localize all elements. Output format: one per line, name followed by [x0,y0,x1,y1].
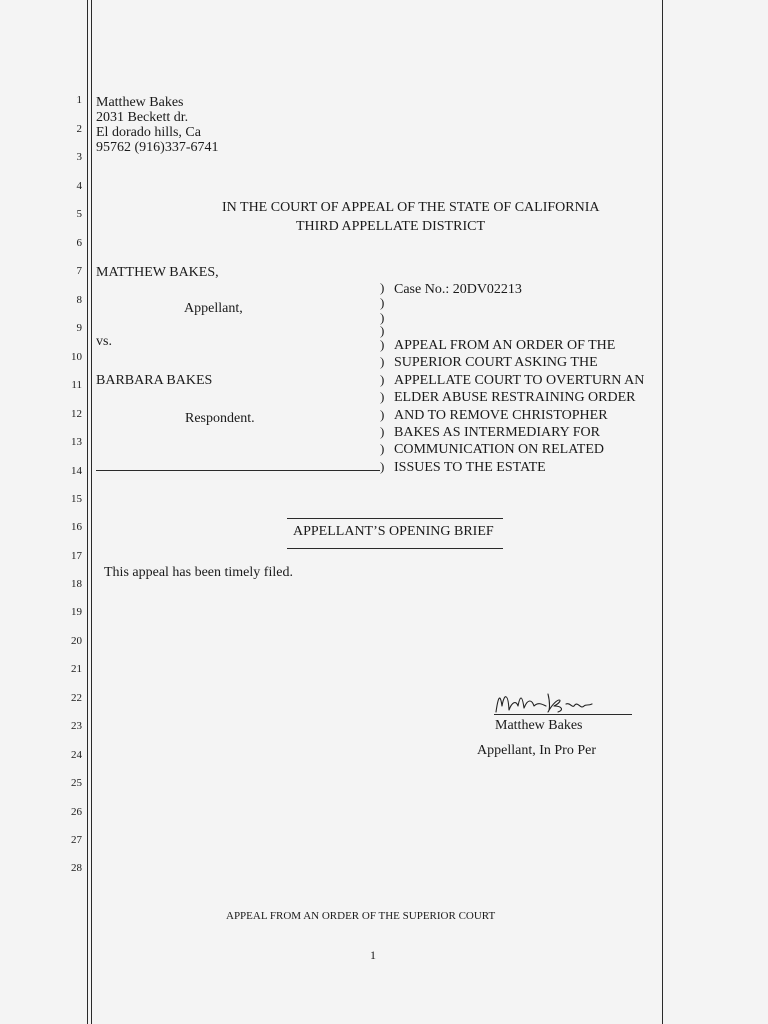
signature-line [494,714,632,715]
brief-title-rule-top [287,518,503,519]
line-number: 26 [71,806,82,818]
line-number: 28 [71,862,82,874]
signer-name: Matthew Bakes [495,718,583,733]
line-number: 12 [71,408,82,420]
line-number: 24 [71,749,82,761]
right-margin-rule [662,0,663,1024]
line-number: 18 [71,578,82,590]
attorney-city: El dorado hills, Ca [96,125,201,140]
line-number: 6 [76,237,82,249]
caption-paren: ) [380,424,385,439]
attorney-name: Matthew Bakes [96,95,184,110]
attorney-zip-phone: 95762 (916)337-6741 [96,140,219,155]
caption-paren: ) [380,407,385,422]
line-number: 13 [71,436,82,448]
caption-paren: ) [380,372,385,387]
line-number: 19 [71,606,82,618]
line-number: 14 [71,465,82,477]
case-title-line: ELDER ABUSE RESTRAINING ORDER [394,390,636,406]
caption-paren: ) [380,280,385,295]
line-number: 1 [76,94,82,106]
signer-role: Appellant, In Pro Per [477,743,596,758]
case-title-line: BAKES AS INTERMEDIARY FOR [394,425,601,441]
line-number: 16 [71,521,82,533]
case-title-line: AND TO REMOVE CHRISTOPHER [394,407,608,423]
caption-paren: ) [380,310,385,325]
line-number: 21 [71,663,82,675]
line-number: 10 [71,351,82,363]
line-number: 23 [71,720,82,732]
line-number: 8 [76,294,82,306]
left-margin-rule-inner [91,0,92,1024]
line-number: 9 [76,322,82,334]
case-title-line: APPELLATE COURT TO OVERTURN AN [394,372,645,388]
appellant-role: Appellant, [184,301,243,316]
case-number: Case No.: 20DV02213 [394,282,522,297]
caption-paren: ) [380,389,385,404]
line-number: 20 [71,635,82,647]
caption-paren: ) [380,459,385,474]
line-number: 5 [76,208,82,220]
brief-title: APPELLANT’S OPENING BRIEF [293,524,494,539]
line-number: 25 [71,777,82,789]
line-number: 22 [71,692,82,704]
caption-paren: ) [380,441,385,456]
case-title-line: ISSUES TO THE ESTATE [394,459,546,475]
caption-paren: ) [380,337,385,352]
line-number: 7 [76,265,82,277]
caption-paren: ) [380,295,385,310]
caption-paren: ) [380,323,385,338]
versus-label: vs. [96,334,112,349]
court-name: IN THE COURT OF APPEAL OF THE STATE OF CALIFORNIA [222,200,600,215]
footer-title: APPEAL FROM AN ORDER OF THE SUPERIOR COURT [226,910,496,922]
line-number: 4 [76,180,82,192]
line-number: 3 [76,151,82,163]
left-margin-rule-outer [87,0,88,1024]
attorney-block [96,95,219,155]
caption-bottom-rule [96,470,380,471]
court-district: THIRD APPELLATE DISTRICT [296,219,485,234]
attorney-street: 2031 Beckett dr. [96,110,189,125]
body-text: This appeal has been timely filed. [104,565,293,580]
case-title-line: COMMUNICATION ON RELATED [394,442,604,458]
case-title-line: SUPERIOR COURT ASKING THE [394,355,598,371]
line-number: 11 [71,379,82,391]
line-number: 15 [71,493,82,505]
line-number: 2 [76,123,82,135]
caption-paren: ) [380,354,385,369]
respondent-name: BARBARA BAKES [96,373,213,388]
case-title-line: APPEAL FROM AN ORDER OF THE [394,338,616,353]
case-title [394,337,644,476]
brief-title-rule-bottom [287,548,503,549]
line-number: 17 [71,550,82,562]
line-number: 27 [71,834,82,846]
respondent-role: Respondent. [185,411,255,426]
appellant-name: MATTHEW BAKES, [96,265,219,280]
page-number: 1 [370,948,376,962]
